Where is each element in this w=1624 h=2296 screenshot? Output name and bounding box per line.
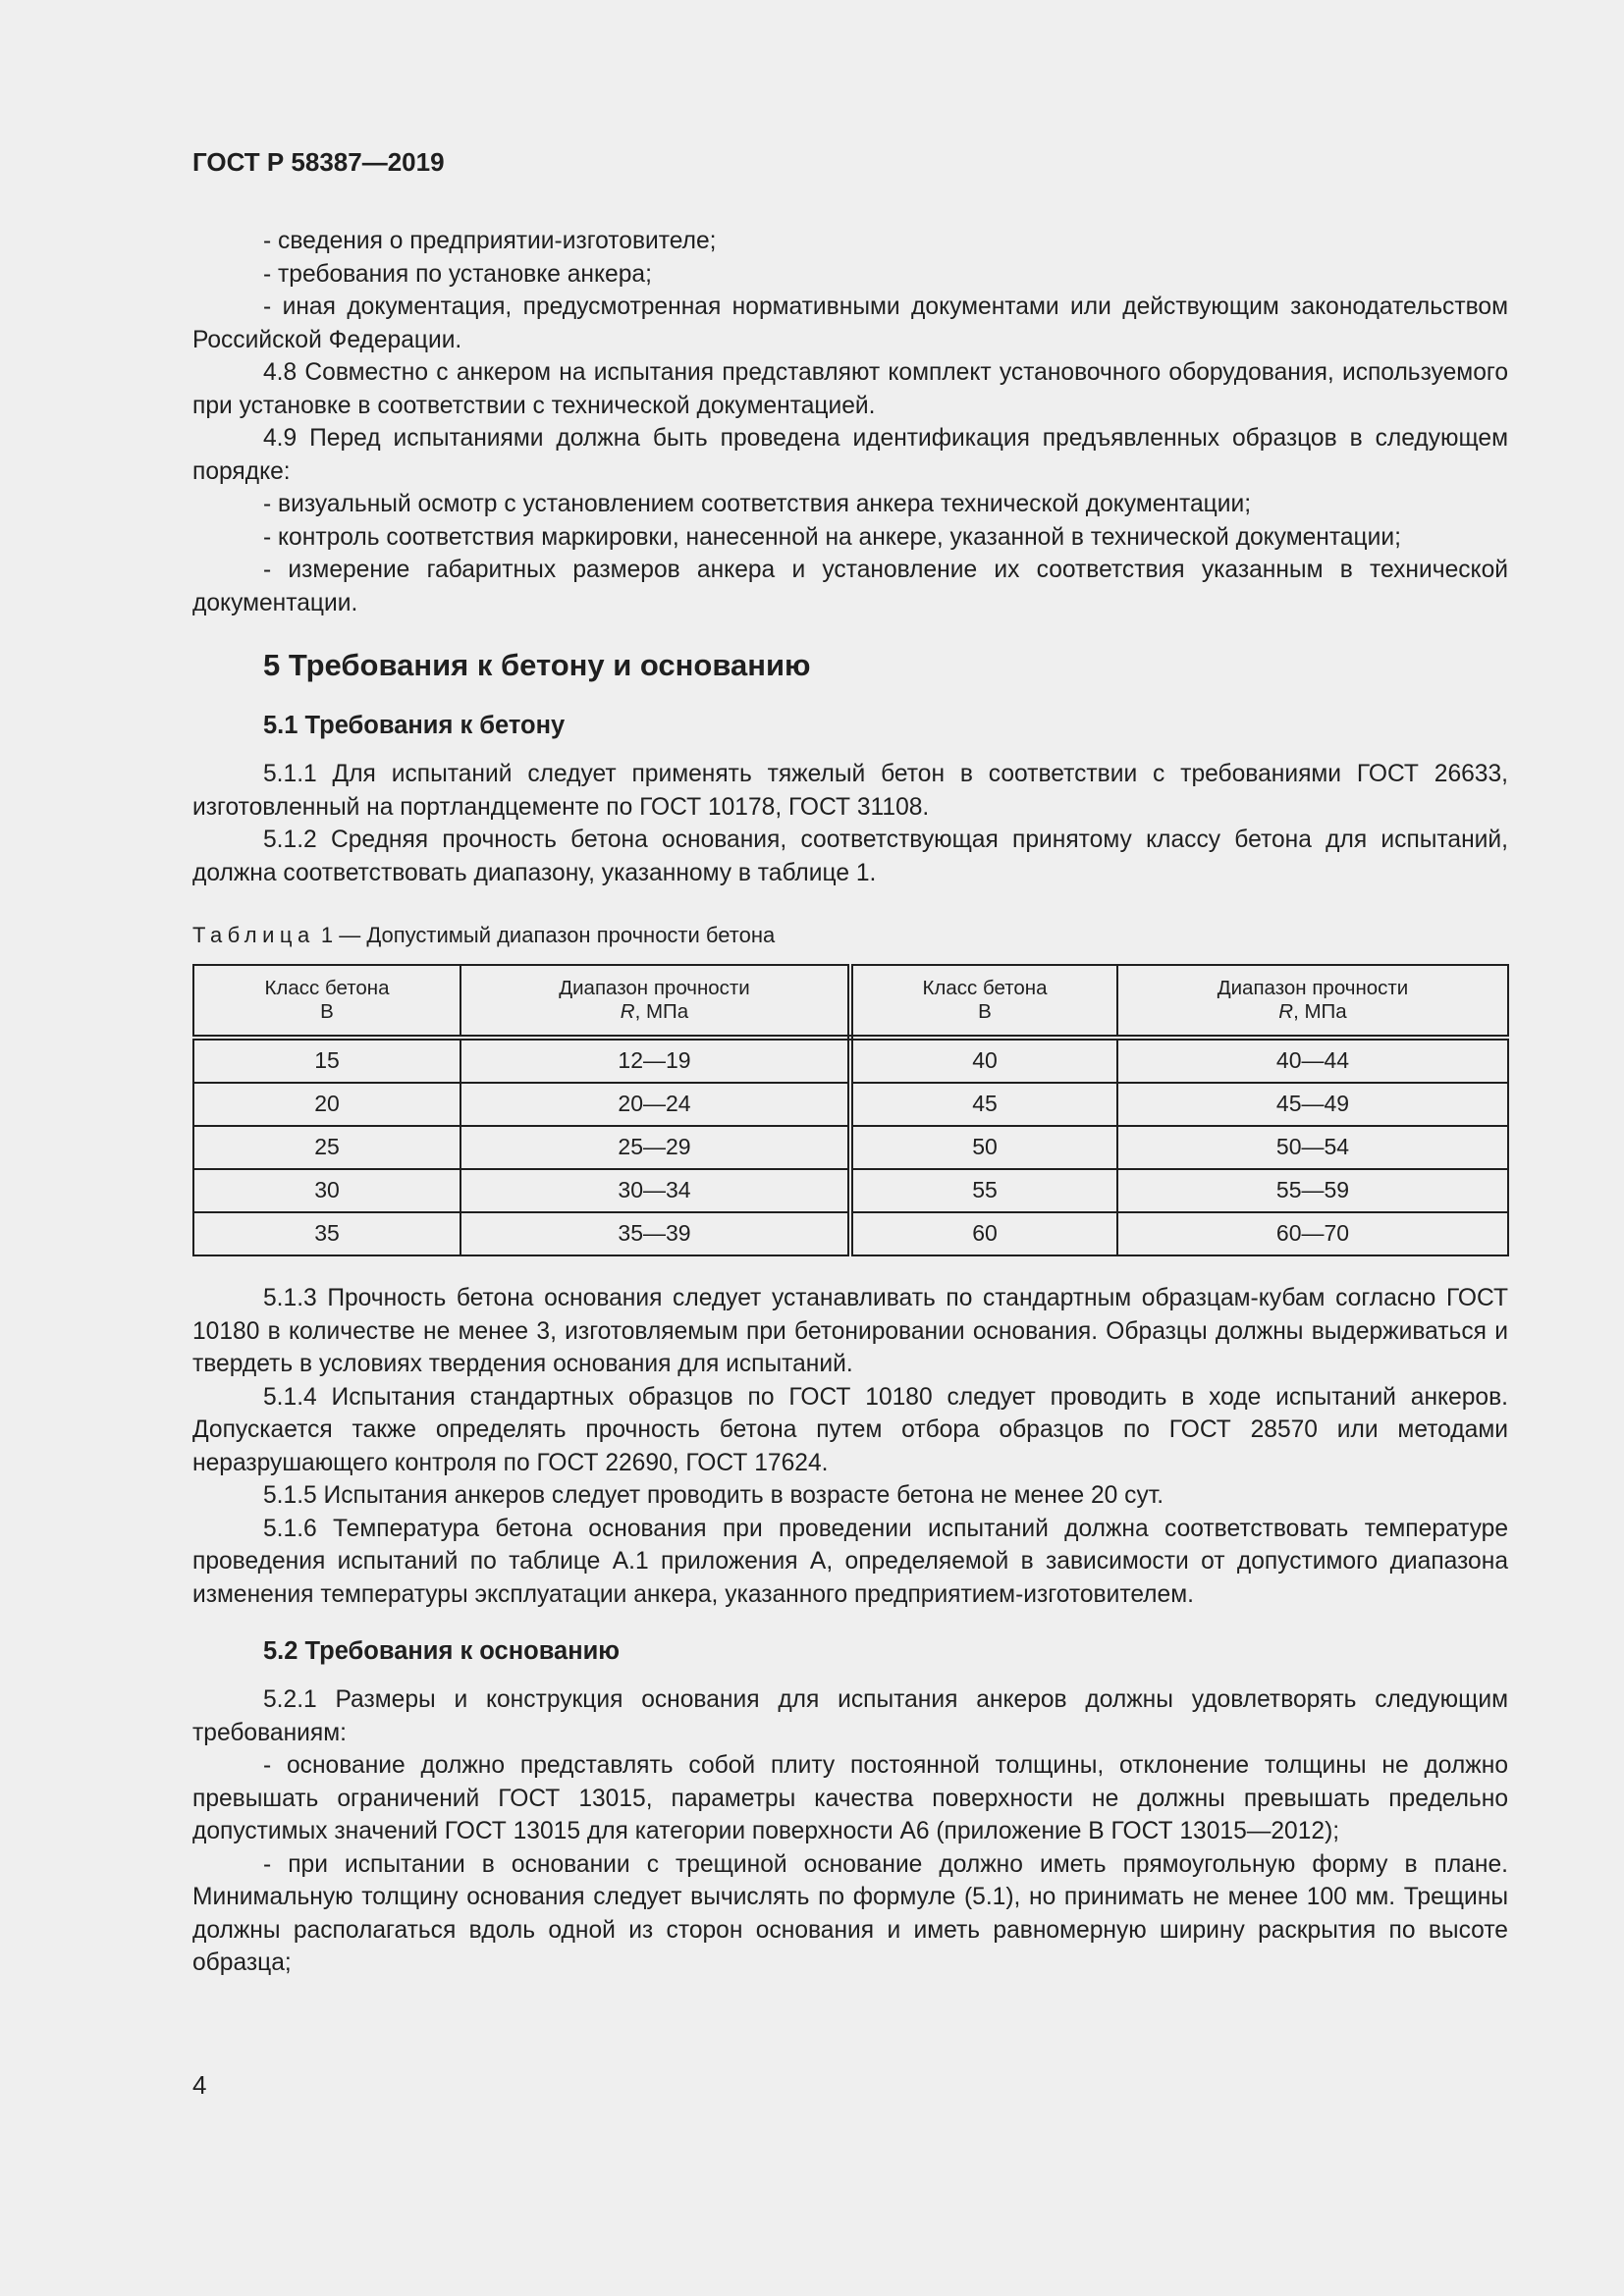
- table-cell: 15: [193, 1038, 460, 1083]
- table-row: [193, 1038, 1508, 1083]
- table-cell: 12—19: [460, 1038, 850, 1083]
- header-range-unit: , МПа: [634, 1000, 689, 1023]
- table-cell: 35: [193, 1212, 460, 1255]
- page-number: 4: [192, 2070, 207, 2100]
- table-cell: 30: [193, 1169, 460, 1212]
- paragraph: - требования по установке анкера;: [263, 260, 652, 288]
- table-header-row: [193, 965, 1508, 1038]
- table-row: [193, 1126, 1508, 1169]
- header-range-symbol: R: [1278, 1000, 1294, 1023]
- paragraph: - контроль соответствия маркировки, нанесенной на анкере, указанной в технической документации;: [263, 523, 1401, 551]
- table-cell: 55: [850, 1169, 1117, 1212]
- paragraph: - иная документация, предусмотренная нормативными документами или действующим законодательством Российской Федерации.: [192, 294, 1508, 353]
- document-header: ГОСТ Р 58387—2019: [192, 147, 445, 177]
- paragraph: 5.1.5 Испытания анкеров следует проводить в возрасте бетона не менее 20 сут.: [263, 1482, 1164, 1509]
- subsection-title: 5.2 Требования к основанию: [263, 1637, 621, 1665]
- paragraph: 4.8 Совместно с анкером на испытания представляют комплект установочного оборудования, используемого при установке в соответствии с технической документацией.: [192, 359, 1508, 419]
- header-class: [850, 965, 1117, 1038]
- section-title: 5 Требования к бетону и основанию: [263, 648, 811, 682]
- paragraph: - при испытании в основании с трещиной основание должно иметь прямоугольную форму в плане. Минимальную толщину основания следует вычислять по формуле (5.1), но принимать не менее 100 мм. Трещины должны располагаться вдоль одной из сторон основания и иметь равномерную ширину раскрытия по высоте образца;: [192, 1850, 1508, 1976]
- paragraph: - основание должно представлять собой плиту постоянной толщины, отклонение толщины не должно превышать ограничений ГОСТ 13015, параметры качества поверхности не должны превышать предельно допустимых значений ГОСТ 13015 для категории поверхности А6 (приложение В ГОСТ 13015—2012);: [192, 1752, 1508, 1844]
- table-cell: 45—49: [1117, 1083, 1508, 1126]
- header-class-line2: В: [320, 1000, 334, 1023]
- paragraph: 5.1.1 Для испытаний следует применять тяжелый бетон в соответствии с требованиями ГОСТ 26633, изготовленный на портландцементе по ГОСТ 10178, ГОСТ 31108.: [192, 761, 1508, 821]
- paragraph: 5.2.1 Размеры и конструкция основания для испытания анкеров должны удовлетворять следующим требованиям:: [192, 1686, 1508, 1746]
- header-range: [1117, 965, 1508, 1038]
- paragraph: 5.1.3 Прочность бетона основания следует устанавливать по стандартным образцам-кубам согласно ГОСТ 10180 в количестве не менее 3, изготовляемым при бетонировании основания. Образцы должны выдерживаться и твердеть в условиях твердения основания для испытаний.: [192, 1285, 1508, 1377]
- header-range: [460, 965, 850, 1038]
- table-cell: 20—24: [460, 1083, 850, 1126]
- table-row: [193, 1083, 1508, 1126]
- header-class: [193, 965, 460, 1038]
- paragraph: 5.1.2 Средняя прочность бетона основания, соответствующая принятому классу бетона для испытаний, должна соответствовать диапазону, указанному в таблице 1.: [192, 827, 1508, 886]
- table-cell: 55—59: [1117, 1169, 1508, 1212]
- table-cell: 50—54: [1117, 1126, 1508, 1169]
- header-class-line1: Класс бетона: [922, 977, 1048, 999]
- header-class-line1: Класс бетона: [264, 977, 390, 999]
- header-range-unit: , МПа: [1293, 1000, 1347, 1023]
- paragraph: - измерение габаритных размеров анкера и установление их соответствия указанным в технической документации.: [192, 557, 1508, 616]
- paragraph: 5.1.6 Температура бетона основания при проведении испытаний должна соответствовать температуре проведения испытаний по таблице А.1 приложения А, определяемой в зависимости от допустимого диапазона изменения температуры эксплуатации анкера, указанного предприятием-изготовителем.: [192, 1515, 1508, 1608]
- table-cell: 40—44: [1117, 1038, 1508, 1083]
- table-cell: 30—34: [460, 1169, 850, 1212]
- paragraph: - сведения о предприятии-изготовителе;: [263, 228, 717, 254]
- header-range-line1: Диапазон прочности: [1217, 977, 1409, 999]
- table-cell: 45: [850, 1083, 1117, 1126]
- table-cell: 60—70: [1117, 1212, 1508, 1255]
- table-cell: 60: [850, 1212, 1117, 1255]
- table-caption-label: Таблица: [192, 923, 315, 947]
- document-body: [192, 225, 1508, 1980]
- table-cell: 40: [850, 1038, 1117, 1083]
- table-caption-text: 1 — Допустимый диапазон прочности бетона: [314, 923, 776, 947]
- header-range-line1: Диапазон прочности: [559, 977, 750, 999]
- header-range-symbol: R: [620, 1000, 635, 1023]
- table-cell: 20: [193, 1083, 460, 1126]
- table-cell: 25: [193, 1126, 460, 1169]
- table-row: [193, 1169, 1508, 1212]
- concrete-strength-table: [192, 964, 1509, 1256]
- table-cell: 50: [850, 1126, 1117, 1169]
- table-cell: 25—29: [460, 1126, 850, 1169]
- paragraph: 4.9 Перед испытаниями должна быть проведена идентификация предъявленных образцов в следующем порядке:: [192, 425, 1508, 485]
- paragraph: 5.1.4 Испытания стандартных образцов по ГОСТ 10180 следует проводить в ходе испытаний анкеров. Допускается также определять прочность бетона путем отбора образцов по ГОСТ 28570 или методами неразрушающего контроля по ГОСТ 22690, ГОСТ 17624.: [192, 1383, 1508, 1476]
- table-cell: 35—39: [460, 1212, 850, 1255]
- paragraph: - визуальный осмотр с установлением соответствия анкера технической документации;: [263, 491, 1252, 517]
- table-caption: [192, 921, 1508, 950]
- subsection-title: 5.1 Требования к бетону: [263, 712, 566, 739]
- header-class-line2: В: [978, 1000, 992, 1023]
- table-row: [193, 1212, 1508, 1255]
